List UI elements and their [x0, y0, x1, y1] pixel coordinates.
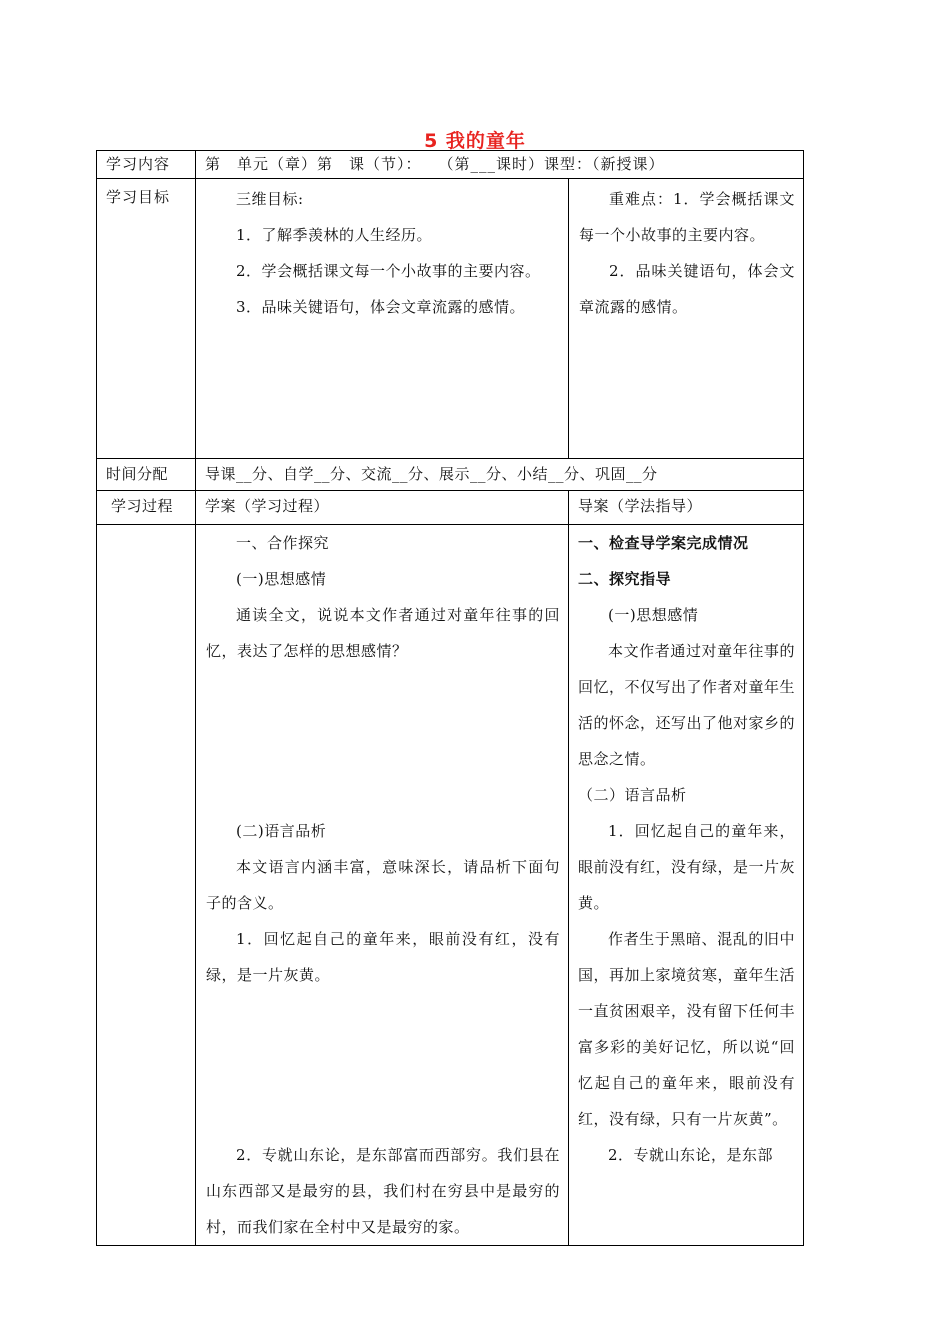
content-value: 第 单元（章）第 课（节）： （第___课时）课型：（新授课） — [196, 151, 804, 179]
label-goals: 学习目标 — [97, 179, 196, 459]
key-points: 重难点：1．学会概括课文每一个小故事的主要内容。 — [579, 190, 796, 244]
col-right-header: 导案（学法指导） — [569, 491, 804, 525]
goals-heading: 三维目标: — [236, 190, 304, 208]
question-item: 2．专就山东论，是东部富而西部穷。我们县在山东西部又是最穷的县，我们村在穷县中是最穷的村，而我们家在全村中又是最穷的家。 — [206, 1146, 560, 1236]
goals-left — [196, 179, 569, 459]
goal-item: 2．学会概括课文每一个小故事的主要内容。 — [236, 262, 541, 280]
question-text: 本文语言内涵丰富，意味深长，请品析下面句子的含义。 — [206, 858, 560, 912]
subsection-heading: （二）语言品析 — [578, 786, 687, 804]
question-text: 通读全文，说说本文作者通过对童年往事的回忆，表达了怎样的思想感情？ — [206, 606, 560, 660]
question-item: 1．回忆起自己的童年来，眼前没有红，没有绿，是一片灰黄。 — [206, 930, 560, 984]
subsection-heading: (一)思想感情 — [608, 606, 699, 624]
goal-item: 1．了解季羡林的人生经历。 — [236, 226, 433, 244]
empty-label-cell — [97, 525, 196, 1246]
guide-item: 1．回忆起自己的童年来，眼前没有红，没有绿，是一片灰黄。 — [578, 822, 796, 912]
row-process-body — [97, 525, 804, 1246]
row-content — [97, 151, 804, 179]
key-points: 2．品味关键语句，体会文章流露的感情。 — [579, 262, 796, 316]
label-content: 学习内容 — [97, 151, 196, 179]
guide-text: 作者生于黑暗、混乱的旧中国，再加上家境贫寒，童年生活一直贫困艰辛，没有留下任何丰富多彩的美好记忆，所以说“回忆起自己的童年来，眼前没有红，没有绿，只有一片灰黄”。 — [578, 930, 796, 1128]
right-body — [569, 525, 804, 1246]
lesson-plan-table — [96, 150, 804, 1246]
subsection-heading: (二)语言品析 — [236, 822, 327, 840]
guide-heading: 一、检查导学案完成情况 — [578, 534, 749, 552]
left-body — [196, 525, 569, 1246]
section-heading: 一、合作探究 — [236, 534, 330, 552]
col-left-header: 学案（学习过程） — [196, 491, 569, 525]
guide-heading: 二、探究指导 — [578, 570, 672, 588]
row-process-header — [97, 491, 804, 525]
label-time: 时间分配 — [97, 459, 196, 491]
row-time — [97, 459, 804, 491]
goals-right — [569, 179, 804, 459]
time-value: 导课__分、自学__分、交流__分、展示__分、小结__分、巩固__分 — [196, 459, 804, 491]
subsection-heading: (一)思想感情 — [236, 570, 327, 588]
label-process: 学习过程 — [97, 491, 196, 525]
document-title: 5 我的童年 — [424, 130, 526, 152]
guide-text: 本文作者通过对童年往事的回忆，不仅写出了作者对童年生活的怀念，还写出了他对家乡的思念之情。 — [578, 642, 796, 768]
row-goals — [97, 179, 804, 459]
goal-item: 3．品味关键语句，体会文章流露的感情。 — [236, 298, 526, 316]
guide-item: 2．专就山东论，是东部 — [608, 1146, 774, 1164]
